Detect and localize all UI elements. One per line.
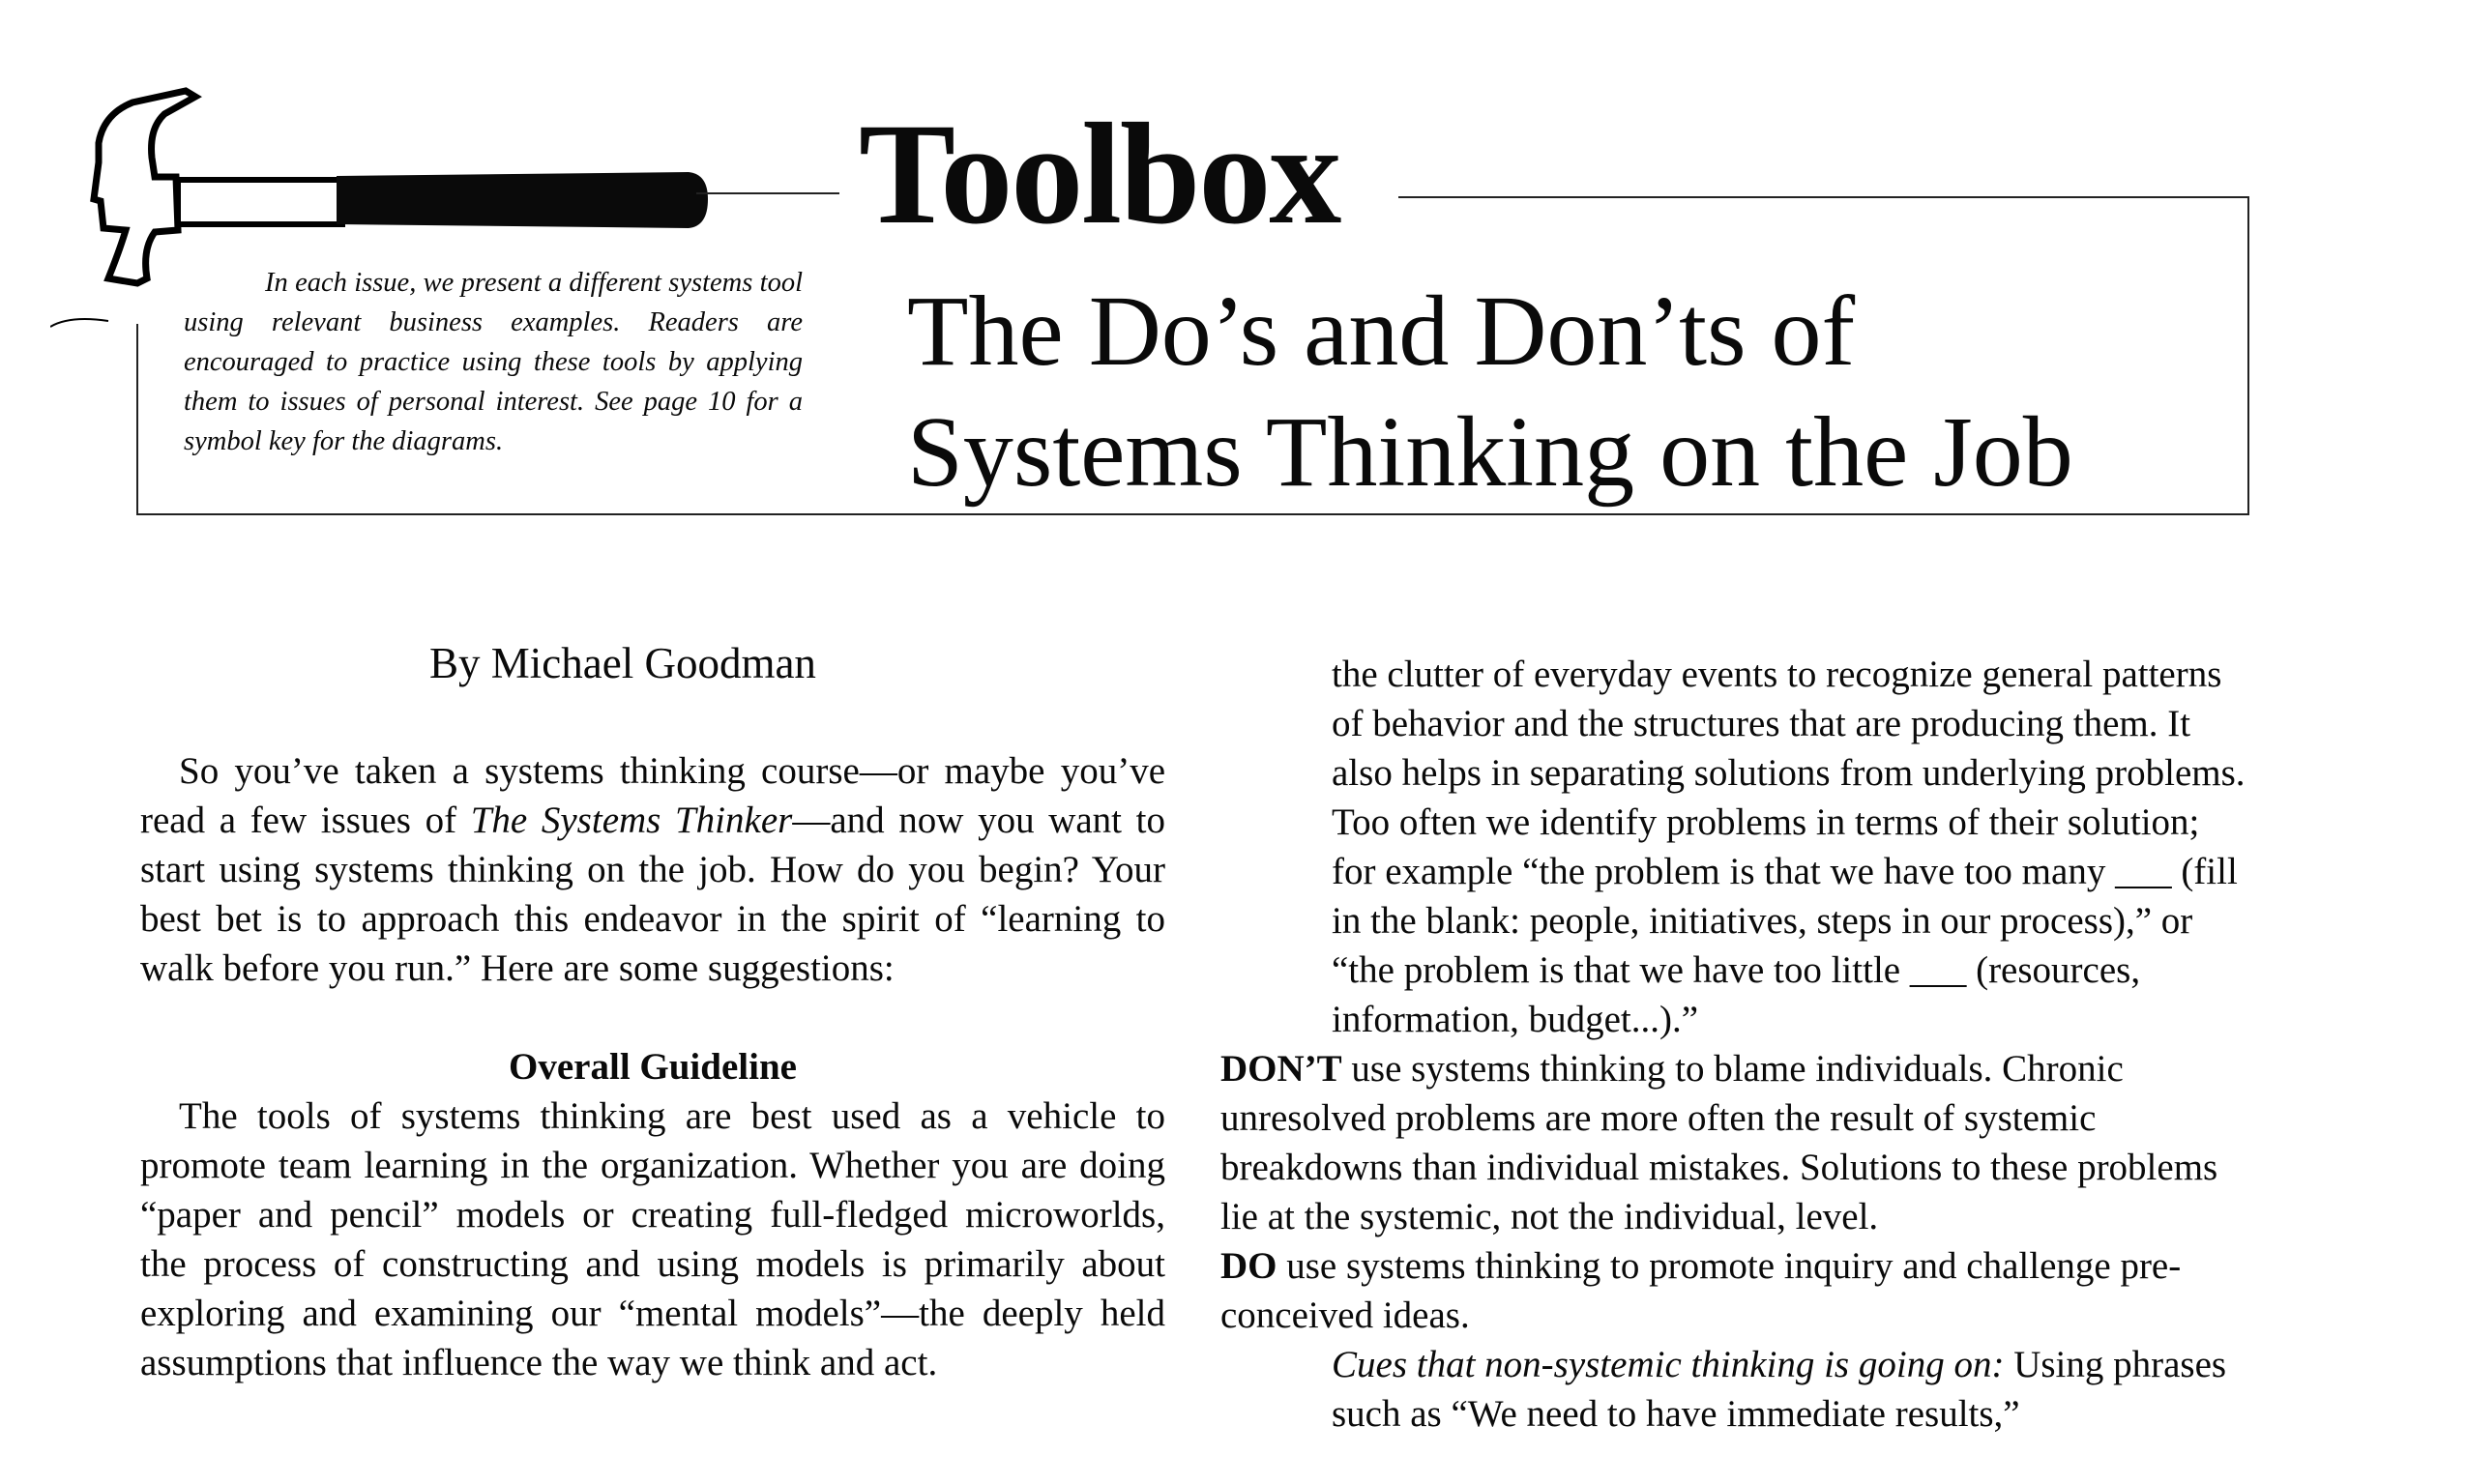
article-subtitle [907, 271, 2242, 512]
intro-blurb: In each issue, we present a different systems tool using relevant business examples. Readers are encouraged to practice using these tools by applying them to issues of personal interest. See page 10 for a symbol key for the diagrams. [184, 268, 803, 456]
page-title: Toolbox [859, 94, 1340, 254]
intro-paragraph [140, 746, 1165, 993]
do-label: DO [1220, 1245, 1277, 1287]
dont-paragraph [1220, 1044, 2246, 1241]
header-rule-right [1398, 196, 2249, 198]
subtitle-line-2: Systems Thinking on the Job [907, 396, 2073, 508]
intro-text-after: —and now you want to start using systems thinking on the job. How do you begin? Your best bet is to approach this endeavor in the spirit of “learning to walk before you run.” Here are some suggestions: [140, 800, 1165, 989]
subtitle-line-1: The Do’s and Don’ts of [907, 276, 1856, 387]
publication-title: The Systems Thinker [470, 800, 793, 841]
left-column [140, 746, 1165, 1387]
do-paragraph [1220, 1241, 2246, 1340]
cues-text: Using phrases such as “We need to have immediate results,” [1332, 1344, 2227, 1435]
intro-text-before: So you’ve taken a systems thinking course—or maybe you’ve read a few issues of [140, 750, 1165, 841]
header-frame-right [2247, 196, 2249, 515]
do-text: use systems thinking to promote inquiry and challenge pre-conceived ideas. [1220, 1245, 2182, 1336]
cues-paragraph [1220, 1340, 2246, 1439]
guideline-paragraph: The tools of systems thinking are best used as a vehicle to promote team learning in the organization. Whether you are doing “paper and pencil” models or creating full-fledged microworlds, the process of constructing and using models is primarily about exploring and examining our “mental models”—the deeply held assumptions that influence the way we think and act. [140, 1095, 1165, 1383]
dont-label: DON’T [1220, 1048, 1342, 1090]
header-frame-left [136, 324, 138, 515]
header-frame-bottom [136, 513, 2249, 515]
cues-label: Cues that non-systemic thinking is going on: [1332, 1344, 2005, 1385]
dont-text: use systems thinking to blame individuals. Chronic unresolved problems are more often the result of systemic breakdowns than individual mistakes. Solutions to these problems lie at the systemic, not the individual, level. [1220, 1048, 2218, 1237]
continuation-paragraph: the clutter of everyday events to recognize general patterns of behavior and the structures that are producing them. It also helps in separating solutions from underlying problems. Too often we identify problems in terms of their solution; for example “the problem is that we have too many ___ (fill in the blank: people, initiatives, steps in our process),” or “the problem is that we have too little ___ (resources, information, budget...).” [1332, 654, 2246, 1040]
right-column [1220, 650, 2246, 1439]
section-heading: Overall Guideline [509, 1046, 797, 1088]
byline: By Michael Goodman [429, 639, 816, 687]
header-rule-left [696, 192, 839, 194]
